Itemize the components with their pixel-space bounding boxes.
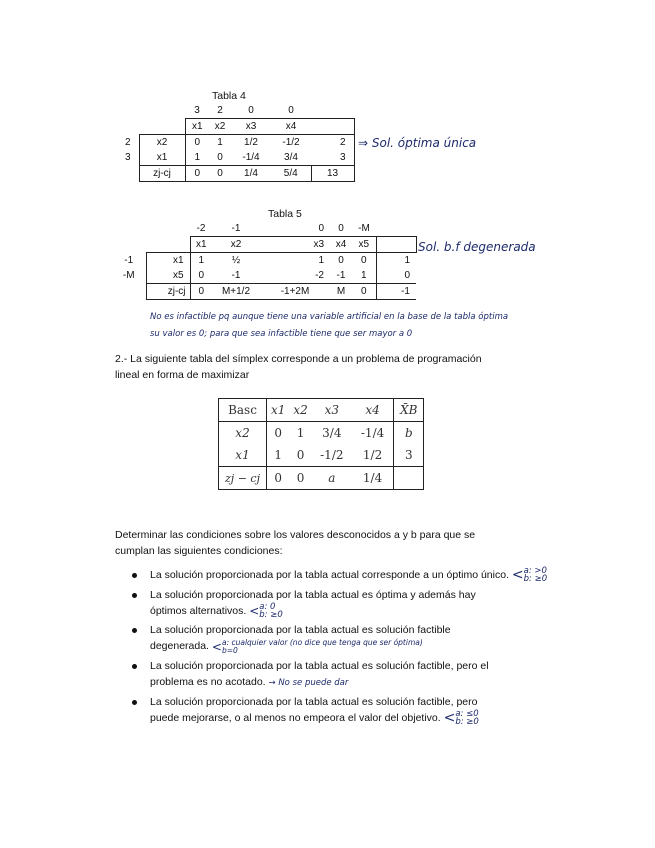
condition-item: [132, 694, 637, 726]
tabla5-row: [112, 253, 416, 269]
tabla4-cell: 1: [209, 135, 231, 151]
condition-text: La solución proporcionada por la tabla actual es solución factible, pero: [150, 695, 478, 708]
tabla4: [117, 103, 355, 182]
tabla5-header: x3: [260, 237, 330, 253]
basis-row: [219, 422, 424, 445]
tabla5-cost: 0: [318, 223, 324, 234]
tabla5-header-row: [112, 237, 416, 253]
tabla5-cell: 1: [260, 253, 330, 269]
tabla5-cell: -2: [315, 270, 324, 281]
tabla5-z-cell: M: [330, 284, 352, 300]
basis-header: x2: [289, 399, 311, 422]
tabla4-cell: -1/4: [242, 152, 260, 163]
basis-cell: 0: [267, 467, 290, 490]
basis-header: X̄B: [394, 399, 424, 422]
tabla5-cb: -1: [124, 254, 134, 266]
condition-text: La solución proporcionada por la tabla actual corresponde a un óptimo único.: [150, 569, 509, 581]
tabla4-cb: 2: [124, 136, 131, 148]
tabla4-z-cell: 0: [209, 166, 231, 182]
condition-text: La solución proporcionada por la tabla actual es solución factible, pero el: [150, 659, 489, 672]
basis-cell: x2: [219, 422, 267, 445]
tabla4-cell: 1/2: [231, 135, 271, 151]
tabla4-z-row: [117, 166, 354, 182]
tabla5-cb: -M: [122, 270, 135, 282]
brace-icon: <: [511, 567, 524, 584]
tabla5-comment-line1: No es infactible pq aunque tiene una variable artificial en la base de la tabla óptima: [150, 312, 509, 322]
tabla5-z-cell: -1+2M: [260, 284, 330, 300]
tabla5-basic-var: x5: [146, 268, 190, 284]
basis-header: Basc: [219, 399, 267, 422]
tabla5-cell: 0: [352, 253, 376, 269]
tabla4-cell: 0: [185, 135, 209, 151]
basis-cell: 0: [296, 448, 305, 462]
tabla5-cost: -1: [231, 223, 241, 234]
tabla4-cell: -1/2: [271, 135, 311, 151]
tabla4-rhs: 2: [311, 135, 354, 151]
tabla5-z-rhs: -1: [376, 284, 416, 300]
condition-item: [132, 658, 637, 691]
condition-text: problema es no acotado.: [150, 675, 266, 688]
condition-text: puede mejorarse, o al menos no empeora el valor del objetivo.: [150, 711, 441, 724]
brace-icon: <: [249, 604, 260, 619]
basis-cell: [394, 467, 424, 490]
tabla4-title: Tabla 4: [212, 90, 246, 102]
basis-cell: 0: [289, 467, 311, 490]
basis-cell: zj − cj: [219, 467, 267, 490]
condition-text: La solución proporcionada por la tabla actual es solución factible: [150, 624, 451, 637]
tabla5-rhs: 0: [376, 268, 416, 284]
basis-row: [219, 444, 424, 467]
determine-line2: cumplan las siguientes condiciones:: [115, 545, 283, 557]
tabla4-header: x4: [271, 119, 311, 135]
tabla5-cell: -1: [231, 270, 241, 281]
condition-text: degenerada.: [150, 640, 209, 653]
problem2-line2: lineal en forma de maximizar: [115, 369, 250, 381]
basis-cell: 3/4: [312, 422, 352, 445]
problem2-line1: 2.- La siguiente tabla del símplex corresponde a un problema de programación: [115, 353, 482, 365]
tabla4-z-cell: 1/4: [231, 166, 271, 182]
tabla4-header-row: [117, 119, 354, 135]
tabla4-handwritten-note: ⇒ Sol. óptima única: [358, 136, 477, 150]
tabla5-cost: 0: [338, 223, 344, 234]
tabla5-cost: -2: [196, 223, 206, 234]
basis-cell: 1/2: [352, 444, 394, 467]
answer-a: a: >0: [523, 566, 547, 577]
basis-table: [218, 398, 424, 490]
tabla4-header: x2: [209, 119, 231, 135]
bullet-icon: [132, 700, 137, 705]
basis-cell: 3: [394, 444, 424, 467]
tabla5-cell: 1: [190, 253, 212, 269]
basis-header: x1: [267, 399, 290, 422]
tabla5-header: x5: [352, 237, 376, 253]
tabla4-cost: 3: [194, 105, 200, 116]
basis-cell: 1/4: [352, 467, 394, 490]
answer-a: a: cualquier valor (no dice que tenga que ser óptima): [221, 637, 423, 647]
basis-header: x3: [312, 399, 352, 422]
condition-text: óptimos alternativos.: [150, 605, 247, 618]
bullet-icon: [132, 664, 137, 669]
answer-b: b: ≥0: [455, 716, 479, 727]
answer-a: a: 0: [259, 602, 276, 613]
basis-cell: -1/4: [352, 422, 394, 445]
tabla4-costs-row: [117, 103, 354, 119]
tabla5-cell: 0: [198, 270, 205, 281]
tabla5-cell: 0: [330, 253, 352, 269]
tabla4-row: [117, 150, 354, 166]
tabla5-title: Tabla 5: [268, 208, 302, 220]
condition-item: [132, 567, 637, 583]
basis-cell: b: [394, 422, 424, 445]
tabla5-z-label: zj-cj: [146, 284, 190, 300]
tabla5-basic-var: x1: [146, 253, 190, 269]
tabla4-basic-var: x1: [139, 150, 185, 166]
tabla4-cost: 0: [288, 105, 294, 116]
basis-cell: 1: [289, 422, 311, 445]
basis-row: [219, 467, 424, 490]
basis-cell: 1: [274, 448, 283, 462]
basis-cell: x1: [219, 444, 267, 467]
basis-header-row: [219, 399, 424, 422]
condition-item: [132, 587, 637, 619]
tabla4-cell: 1: [194, 152, 201, 163]
tabla4-rhs: 3: [311, 150, 354, 166]
brace-icon: <: [443, 709, 456, 726]
bullet-icon: [132, 573, 137, 578]
tabla4-z-rhs: 13: [311, 166, 354, 182]
brace-icon: <: [211, 639, 222, 654]
tabla4-z-cell: 5/4: [271, 166, 311, 182]
answer-b: b: ≥0: [523, 574, 548, 585]
tabla5-z-cell: M+1/2: [212, 284, 260, 300]
basis-cell: a: [312, 467, 352, 490]
tabla4-cell: 3/4: [284, 152, 298, 163]
tabla4-z-cell: 0: [185, 166, 209, 182]
tabla5-z-row: [112, 284, 416, 300]
tabla5-comment-line2: su valor es 0; para que sea infactible tiene que ser mayor a 0: [150, 329, 413, 339]
bullet-icon: [132, 628, 137, 633]
tabla4-z-label: zj-cj: [139, 166, 185, 182]
tabla4-header: x3: [231, 119, 271, 135]
tabla4-cell: 0: [217, 152, 223, 163]
tabla4-cb: 3: [124, 152, 131, 164]
tabla5-cell: 1: [360, 270, 367, 281]
condition-text: La solución proporcionada por la tabla actual es óptima y además hay: [150, 589, 476, 602]
tabla4-header: x1: [185, 119, 209, 135]
tabla5-header: x4: [330, 237, 352, 253]
tabla4-row: [117, 135, 354, 151]
basis-cell: -1/2: [320, 448, 344, 462]
tabla4-cost: 0: [248, 105, 254, 116]
tabla5-rhs: 1: [376, 253, 416, 269]
tabla5-cell: -1: [336, 270, 346, 281]
tabla5-z-cell: 0: [352, 284, 376, 300]
bullet-icon: [132, 593, 137, 598]
basis-cell: 0: [267, 422, 290, 445]
answer-a: a: ≤0: [455, 708, 479, 719]
condition-item: [132, 622, 637, 654]
tabla5-cell: ½: [212, 253, 260, 269]
basis-header: x4: [352, 399, 394, 422]
tabla5-header: x1: [190, 237, 212, 253]
answer-b: b: ≥0: [259, 610, 283, 621]
tabla5-costs-row: [112, 221, 416, 237]
conditions-list: [132, 567, 637, 727]
tabla5-row: [112, 268, 416, 284]
tabla5-handwritten-note: Sol. b.f degenerada: [418, 240, 536, 254]
tabla4-cost: 2: [217, 105, 223, 116]
tabla5-header: x2: [212, 237, 260, 253]
tabla5-cost: -M: [358, 223, 370, 234]
answer-b: b=0: [221, 645, 238, 655]
tabla5-z-cell: 0: [190, 284, 212, 300]
tabla5: [112, 221, 417, 300]
tabla4-basic-var: x2: [139, 135, 185, 151]
determine-line1: Determinar las condiciones sobre los valores desconocidos a y b para que se: [115, 529, 476, 541]
answer-note: → No se puede dar: [268, 677, 349, 688]
